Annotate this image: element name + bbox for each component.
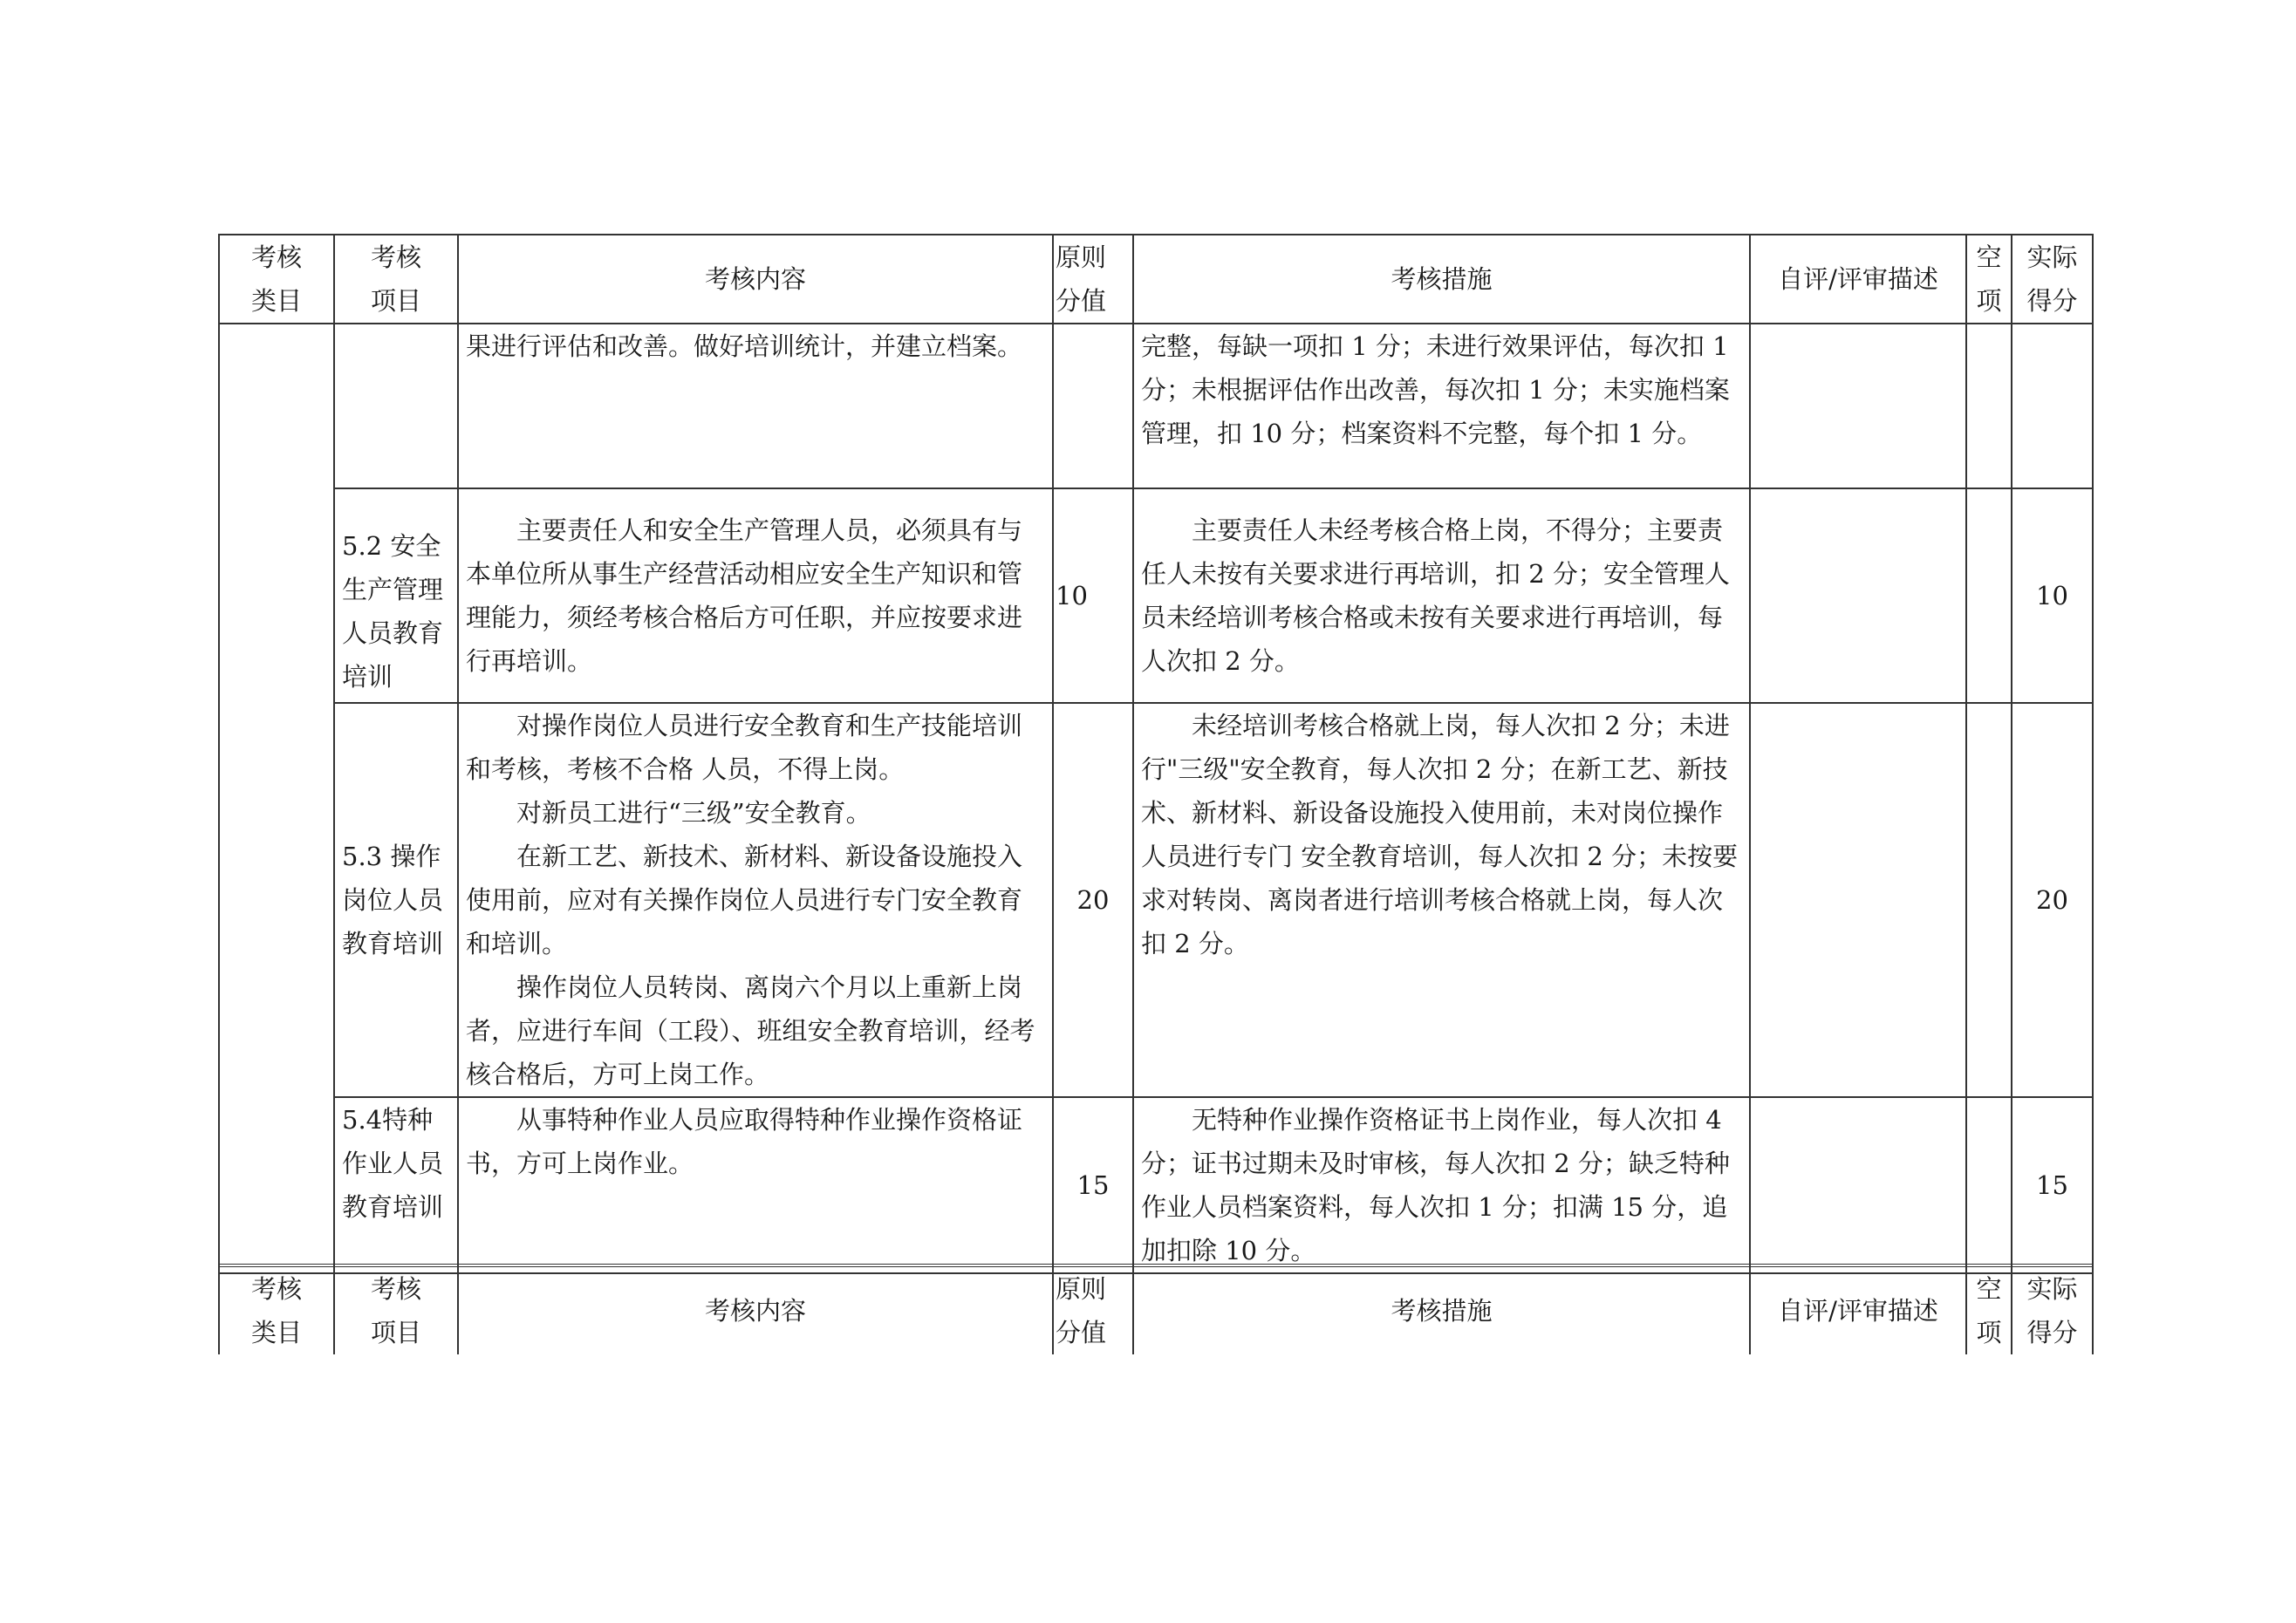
table-row bbox=[219, 703, 2093, 1097]
row-measures: 完整，每缺一项扣 1 分；未进行效果评估，每次扣 1 分；未根据评估作出改善，每次扣 1 分；未实施档案管理，扣 10 分；档案资料不完整，每个扣 1 分。 bbox=[1133, 324, 1750, 488]
row-measures bbox=[1133, 1097, 1750, 1273]
table-row bbox=[219, 324, 2093, 488]
row-actual: 10 bbox=[2012, 488, 2093, 703]
row-item: 5.2 安全生产管理人员教育培训 bbox=[334, 488, 458, 703]
table-header-row bbox=[219, 235, 2093, 324]
row-measures bbox=[1133, 488, 1750, 703]
row-base-score: 20 bbox=[1053, 703, 1133, 1097]
header-category: 考核 类目 bbox=[219, 1265, 334, 1354]
row-content bbox=[458, 703, 1053, 1097]
header-actual: 实际 得分 bbox=[2012, 235, 2093, 324]
row-content bbox=[458, 488, 1053, 703]
row-item bbox=[334, 324, 458, 488]
content-paragraph: 从事特种作业人员应取得特种作业操作资格证书，方可上岗作业。 bbox=[466, 1105, 1023, 1178]
header-item: 考核 项目 bbox=[334, 1265, 458, 1354]
repeated-header-table bbox=[218, 1264, 2094, 1354]
category-cell bbox=[219, 324, 334, 1273]
measures-paragraph: 未经培训考核合格就上岗，每人次扣 2 分；未进行"三级"安全教育，每人次扣 2 分；在新工艺、新技术、新材料、新设备设施投入使用前，未对岗位操作人员进行专门 安全教育培训，每人次扣 2 分；未按要求对转岗、离岗者进行培训考核合格就上岗，每人次扣 2 分。 bbox=[1141, 711, 1739, 958]
header-content: 考核内容 bbox=[458, 1265, 1053, 1354]
table-row bbox=[219, 1097, 2093, 1273]
row-review bbox=[1750, 488, 1966, 703]
row-base-score bbox=[1053, 324, 1133, 488]
row-review bbox=[1750, 703, 1966, 1097]
header-base-score: 原则 分值 bbox=[1053, 1265, 1133, 1354]
content-paragraph: 主要责任人和安全生产管理人员，必须具有与本单位所从事生产经营活动相应安全生产知识和管理能力，须经考核合格后方可任职，并应按要求进行再培训。 bbox=[466, 515, 1023, 676]
row-empty bbox=[1966, 488, 2012, 703]
row-actual: 20 bbox=[2012, 703, 2093, 1097]
row-measures bbox=[1133, 703, 1750, 1097]
assessment-table bbox=[218, 234, 2094, 1274]
row-item: 5.3 操作岗位人员教育培训 bbox=[334, 703, 458, 1097]
row-item: 5.4特种作业人员教育培训 bbox=[334, 1097, 458, 1273]
row-actual bbox=[2012, 324, 2093, 488]
row-empty bbox=[1966, 324, 2012, 488]
header-base-score: 原则 分值 bbox=[1053, 235, 1133, 324]
header-actual: 实际 得分 bbox=[2012, 1265, 2093, 1354]
row-review bbox=[1750, 1097, 1966, 1273]
header-measures: 考核措施 bbox=[1133, 235, 1750, 324]
table-header-row bbox=[219, 1265, 2093, 1354]
measures-paragraph: 主要责任人未经考核合格上岗，不得分；主要责任人未按有关要求进行再培训，扣 2 分；安全管理人员未经培训考核合格或未按有关要求进行再培训，每人次扣 2 分。 bbox=[1141, 515, 1730, 676]
header-self-review: 自评/评审描述 bbox=[1750, 1265, 1966, 1354]
header-empty: 空 项 bbox=[1966, 1265, 2012, 1354]
row-base-score: 10 bbox=[1053, 488, 1133, 703]
row-content bbox=[458, 1097, 1053, 1273]
header-category: 考核 类目 bbox=[219, 235, 334, 324]
header-measures: 考核措施 bbox=[1133, 1265, 1750, 1354]
measures-paragraph: 无特种作业操作资格证书上岗作业，每人次扣 4 分；证书过期未及时审核，每人次扣 2 分；缺乏特种作业人员档案资料，每人次扣 1 分；扣满 15 分，追加扣除 10 分。 bbox=[1141, 1105, 1730, 1265]
row-review bbox=[1750, 324, 1966, 488]
row-empty bbox=[1966, 703, 2012, 1097]
row-base-score: 15 bbox=[1053, 1097, 1133, 1273]
header-content: 考核内容 bbox=[458, 235, 1053, 324]
content-paragraph: 果进行评估和改善。做好培训统计，并建立档案。 bbox=[466, 331, 1023, 361]
content-paragraph: 在新工艺、新技术、新材料、新设备设施投入使用前，应对有关操作岗位人员进行专门安全教育和培训。 bbox=[466, 842, 1023, 958]
row-actual: 15 bbox=[2012, 1097, 2093, 1273]
content-paragraph: 对新员工进行“三级”安全教育。 bbox=[516, 798, 871, 828]
header-item: 考核 项目 bbox=[334, 235, 458, 324]
header-empty: 空 项 bbox=[1966, 235, 2012, 324]
row-content bbox=[458, 324, 1053, 488]
header-self-review: 自评/评审描述 bbox=[1750, 235, 1966, 324]
table-row bbox=[219, 488, 2093, 703]
content-paragraph: 对操作岗位人员进行安全教育和生产技能培训和考核，考核不合格 人员，不得上岗。 bbox=[466, 711, 1023, 784]
row-empty bbox=[1966, 1097, 2012, 1273]
content-paragraph: 操作岗位人员转岗、离岗六个月以上重新上岗者，应进行车间（工段）、班组安全教育培训，经考核合格后，方可上岗工作。 bbox=[466, 972, 1035, 1089]
